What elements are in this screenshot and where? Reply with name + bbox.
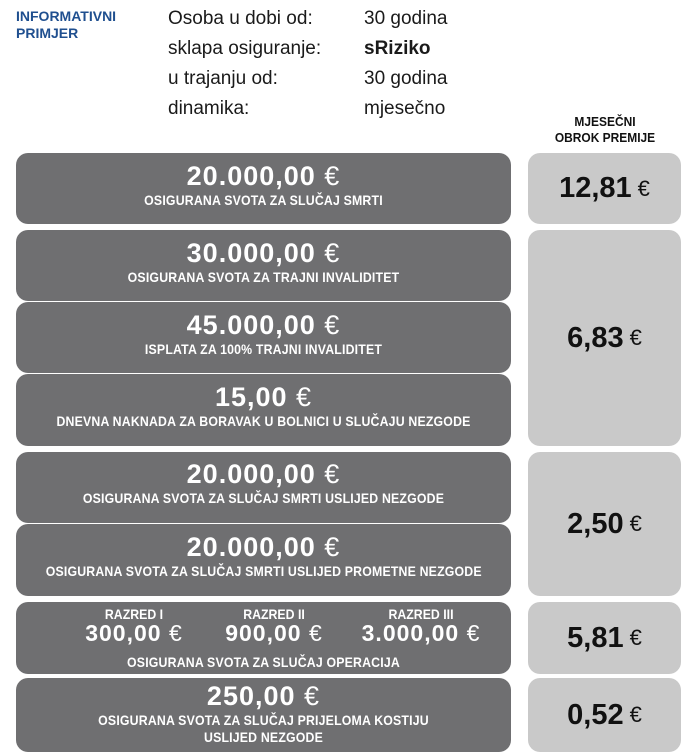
coverage-amount: 20.000,00 € xyxy=(186,459,341,489)
euro-sign: € xyxy=(629,625,642,650)
coverage-description: ISPLATA ZA 100% TRAJNI INVALIDITET xyxy=(144,341,383,357)
coverage-description: OSIGURANA SVOTA ZA SLUČAJ OPERACIJA xyxy=(127,654,400,670)
coverage-description: OSIGURANA SVOTA ZA SLUČAJ SMRTI xyxy=(144,192,383,208)
coverage-operation xyxy=(16,602,511,674)
duration-label: u trajanju od: xyxy=(168,68,278,89)
coverage-bone-fracture xyxy=(16,678,511,752)
coverage-amount: 250,00 € xyxy=(206,681,321,711)
coverage-amount: 20.000,00 € xyxy=(186,161,341,191)
coverage-amount: 45.000,00 € xyxy=(186,310,341,340)
coverage-description: OSIGURANA SVOTA ZA SLUČAJ SMRTI USLIJED PROMETNE NEZGODE xyxy=(45,563,482,579)
euro-sign: € xyxy=(324,161,341,191)
age-value: 30 godina xyxy=(364,8,448,29)
duration-value: 30 godina xyxy=(364,68,448,89)
euro-sign: € xyxy=(629,325,642,350)
euro-sign: € xyxy=(629,511,642,536)
dynamics-value: mjesečno xyxy=(364,98,446,119)
coverage-description-line2: USLIJED NEZGODE xyxy=(203,729,324,745)
premium-operation xyxy=(528,602,681,674)
coverage-traffic-accident-death xyxy=(16,524,511,596)
coverage-description: DNEVNA NAKNADA ZA BORAVAK U BOLNICI U SLUČAJU NEZGODE xyxy=(56,413,471,429)
premium-value: 5,81 xyxy=(567,621,624,654)
age-label: Osoba u dobi od: xyxy=(168,8,313,29)
euro-sign: € xyxy=(324,238,341,268)
coverage-death xyxy=(16,153,511,224)
class-label: RAZRED II xyxy=(243,606,305,622)
premium-death xyxy=(528,153,681,224)
class-amount: 900,00 € xyxy=(225,620,323,646)
euro-sign: € xyxy=(629,702,642,727)
premium-disability-hospital xyxy=(528,230,681,446)
euro-sign: € xyxy=(296,382,313,412)
euro-sign: € xyxy=(324,310,341,340)
euro-sign: € xyxy=(308,620,323,646)
class-amount: 3.000,00 € xyxy=(361,620,481,646)
premium-bone-fracture xyxy=(528,678,681,752)
premium-column-header xyxy=(536,114,674,146)
euro-sign: € xyxy=(637,175,650,201)
coverage-amount: 15,00 € xyxy=(214,382,313,412)
info-tag xyxy=(16,8,116,42)
coverage-amount: 20.000,00 € xyxy=(186,532,341,562)
premium-accidental-death xyxy=(528,452,681,596)
operation-class-2 xyxy=(204,606,344,647)
dynamics-label: dinamika: xyxy=(168,98,250,119)
info-tag-line1: INFORMATIVNI xyxy=(16,8,117,24)
coverage-hospital-daily xyxy=(16,374,511,446)
coverage-accidental-death xyxy=(16,452,511,523)
product-label: sklapa osiguranje: xyxy=(168,38,322,59)
operation-class-1 xyxy=(64,606,204,647)
class-label: RAZRED I xyxy=(104,606,164,622)
euro-sign: € xyxy=(466,620,481,646)
coverage-full-disability-payout xyxy=(16,302,511,373)
coverage-description: OSIGURANA SVOTA ZA TRAJNI INVALIDITET xyxy=(127,269,400,285)
coverage-amount: 30.000,00 € xyxy=(186,238,341,268)
premium-value: 0,52 xyxy=(567,698,624,731)
premium-value: 12,81 xyxy=(559,172,632,204)
coverage-description-line1: OSIGURANA SVOTA ZA SLUČAJ PRIJELOMA KOSTIJU xyxy=(98,712,429,728)
euro-sign: € xyxy=(324,459,341,489)
class-label: RAZRED III xyxy=(388,606,454,622)
coverage-description: OSIGURANA SVOTA ZA SLUČAJ SMRTI USLIJED NEZGODE xyxy=(82,490,445,506)
euro-sign: € xyxy=(168,620,183,646)
premium-value: 2,50 xyxy=(567,507,624,540)
premium-value: 6,83 xyxy=(567,321,624,354)
premium-column-header-line1: MJESEČNI xyxy=(574,114,636,129)
operation-class-3 xyxy=(341,606,501,647)
euro-sign: € xyxy=(304,681,321,711)
product-value: sRiziko xyxy=(364,38,431,59)
coverage-permanent-disability xyxy=(16,230,511,301)
info-tag-line2: PRIMJER xyxy=(16,25,79,41)
premium-column-header-line2: OBROK PREMIJE xyxy=(554,130,656,145)
euro-sign: € xyxy=(324,532,341,562)
class-amount: 300,00 € xyxy=(85,620,183,646)
